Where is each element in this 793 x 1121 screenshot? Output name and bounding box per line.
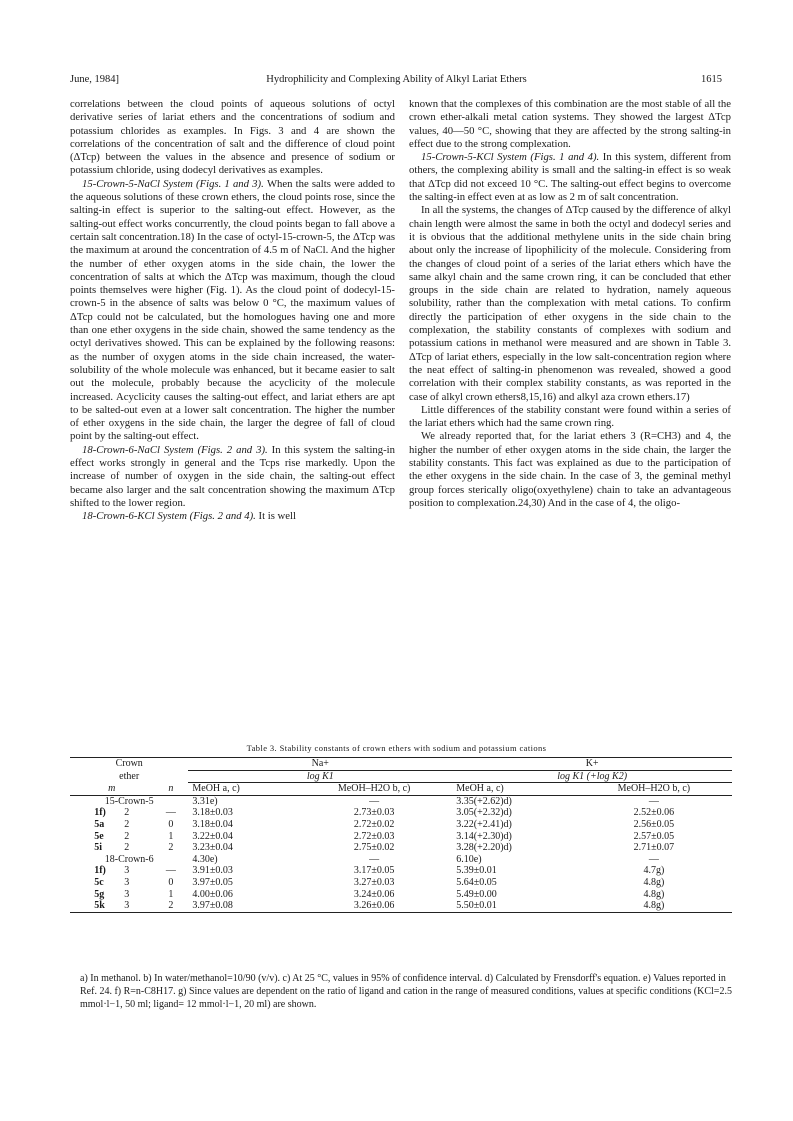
section-heading: 15-Crown-5-NaCl System (Figs. 1 and 3).	[82, 177, 267, 190]
compound-id: 1f)	[94, 865, 106, 877]
meoh-h2o-k-value: 4.8g)	[643, 900, 665, 912]
table-row	[70, 842, 732, 854]
table-row	[70, 831, 732, 843]
paragraph-text: In this system, different from others, the complexing ability is small and the salting-in effect is so weak that ΔTcp did not exceed 10 °C. The salting-out effect begins to overcome the salting-in effect even at as low as 2 m of salt concentration.	[409, 151, 732, 204]
paragraph	[70, 444, 395, 510]
paragraph: known that the complexes of this combination are the most stable of all the crown ether-alkali metal cation systems. They showed the largest ΔTcp values, 40—50 °C, showing that they are affected by the strong salting-in effect due to the strong complexation.	[409, 98, 731, 150]
page-number: 1615	[701, 74, 722, 85]
meoh-h2o-na-value: 2.75±0.02	[353, 842, 395, 854]
m-value: 5a 2	[94, 818, 130, 830]
running-header-title: Hydrophilicity and Complexing Ability of Alkyl Lariat Ethers	[266, 74, 527, 85]
header-k-logk: log K1 (+log K2)	[452, 770, 732, 783]
header-n: n	[168, 782, 174, 794]
paragraph	[70, 510, 395, 523]
meoh-h2o-k-value: 4.8g)	[643, 876, 665, 888]
meoh-h2o-na-value: 3.24±0.06	[353, 888, 395, 900]
paragraph	[409, 151, 731, 204]
table-row	[70, 854, 732, 866]
n-value: 1	[168, 830, 174, 842]
running-header-date: June, 1984]	[70, 74, 119, 85]
m-value: 5c 3	[94, 876, 130, 888]
paragraph-text: In this system the salting-in effect works strongly in general and the Tcps rise markedly. Upon the increase of number of oxygen in the side chain, the salting-out effect became also larger and the salt concentration showing the maximum ΔTcp shifted to the lower region.	[70, 443, 395, 509]
table-row	[70, 819, 732, 831]
section-heading: 18-Crown-6-NaCl System (Figs. 2 and 3).	[82, 443, 272, 456]
compound-id: 5e	[94, 830, 104, 842]
stability-constants-table	[70, 757, 732, 913]
table-row	[70, 807, 732, 819]
table-caption: Table 3. Stability constants of crown ethers with sodium and potassium cations	[246, 743, 547, 753]
table-body	[70, 795, 732, 912]
paragraph: Little differences of the stability constant were found within a series of the lariat ethers which had the same crown ring.	[409, 403, 731, 430]
meoh-h2o-k-value: 2.56±0.05	[633, 818, 675, 830]
paragraph: We already reported that, for the lariat ethers 3 (R=CH3) and 4, the higher the number of ether oxygen atoms in the side chain, the larger the stability constants. This fact was explained as due to the participation of the ether oxygens in the side chain. In the case of 3, the geminal methyl group forces sterically oligo(oxyethylene) chain to take an advantageous position to complexation.24,30) And in the case of 4, the oligo-	[409, 430, 731, 509]
n-value: 1	[168, 888, 174, 900]
meoh-na-value: 4.30e)	[192, 853, 218, 865]
table-row	[70, 889, 732, 901]
meoh-k-value: 3.28(+2.20)d)	[456, 842, 512, 854]
meoh-k-value: 3.35(+2.62)d)	[456, 795, 512, 807]
meoh-k-value: 3.05(+2.32)d)	[456, 807, 512, 819]
meoh-h2o-k-value: 4.7g)	[643, 865, 665, 877]
compound-id: 5i	[94, 842, 102, 854]
meoh-h2o-na-value: —	[369, 853, 380, 865]
meoh-k-value: 5.49±0.00	[456, 888, 497, 900]
m-value: 5k 3	[94, 900, 130, 912]
n-value: —	[165, 807, 176, 819]
header-crown: Crown	[115, 758, 143, 770]
meoh-h2o-na-value: 2.72±0.03	[353, 830, 395, 842]
meoh-k-value: 5.64±0.05	[456, 876, 497, 888]
paragraph-text: It is well	[258, 510, 296, 523]
table-footnotes	[80, 972, 732, 1011]
meoh-h2o-k-value: 2.52±0.06	[633, 807, 675, 819]
n-value: —	[165, 865, 176, 877]
group-label: 18-Crown-6	[104, 853, 154, 865]
header-na: Na+	[188, 758, 452, 771]
compound-id: 5k	[94, 900, 105, 912]
meoh-na-value: 4.00±0.06	[192, 888, 233, 900]
m-value: 5i 2	[94, 842, 130, 854]
n-value: 2	[168, 900, 174, 912]
footnote: a) In methanol. b) In water/methanol=10/90 (v/v). c) At 25 °C, values in 95% of confidence interval. d) Calculated by Frensdorff's equation. e) Values reported in Ref. 24. f) R=n-C8H17. g) Since values are dependent on the ratio of ligand and cation in the range of measured conditions, values at specific conditions (KCl=2.5 mmol·l−1, 50 ml; ligand= 12 mmol·l−1, 20 ml) are shown.	[80, 973, 732, 1010]
meoh-na-value: 3.18±0.04	[192, 818, 233, 830]
meoh-na-value: 3.22±0.04	[192, 830, 233, 842]
meoh-h2o-na-value: 3.26±0.06	[353, 900, 395, 912]
header-ether: ether	[119, 770, 140, 782]
m-value: 1f) 2	[94, 807, 130, 819]
meoh-k-value: 5.50±0.01	[456, 900, 497, 912]
meoh-h2o-na-value: —	[369, 795, 380, 807]
meoh-h2o-na-value: 3.17±0.05	[353, 865, 395, 877]
header-na-logk: log K1	[188, 770, 452, 783]
meoh-h2o-k-value: 2.57±0.05	[633, 830, 675, 842]
header-meoh-k: MeOH a, c)	[456, 783, 504, 795]
meoh-na-value: 3.18±0.03	[192, 807, 233, 819]
paragraph	[70, 178, 395, 444]
meoh-h2o-k-value: 4.8g)	[643, 888, 665, 900]
table-row	[70, 795, 732, 807]
meoh-na-value: 3.23±0.04	[192, 842, 233, 854]
m-value: 5g 3	[94, 888, 130, 900]
table-row	[70, 900, 732, 912]
meoh-na-value: 3.97±0.08	[192, 900, 233, 912]
compound-id: 5g	[94, 888, 105, 900]
meoh-h2o-na-value: 3.27±0.03	[353, 876, 395, 888]
paragraph: correlations between the cloud points of aqueous solutions of octyl derivative series of lariat ethers and the concentrations of sodium and potassium chlorides as examples. In Figs. 3 and 4 are shown the correlations of the concentration of salt and the difference of cloud point (ΔTcp) between the values in the absence and presence of sodium or potassium chloride, using dodecyl derivatives as examples.	[70, 98, 395, 177]
group-label: 15-Crown-5	[104, 795, 154, 807]
header-meoh-na: MeOH a, c)	[192, 783, 240, 795]
meoh-k-value: 6.10e)	[456, 853, 482, 865]
header-k: K+	[452, 758, 732, 771]
meoh-h2o-na-value: 2.73±0.03	[353, 807, 395, 819]
right-column	[409, 98, 731, 510]
meoh-h2o-na-value: 2.72±0.02	[353, 818, 395, 830]
compound-id: 5a	[94, 818, 105, 830]
meoh-k-value: 5.39±0.01	[456, 865, 497, 877]
compound-id: 1f)	[94, 807, 106, 819]
m-value: 1f) 3	[94, 865, 130, 877]
header-meoh-h2o-na: MeOH–H2O b, c)	[337, 783, 411, 795]
section-heading: 15-Crown-5-KCl System (Figs. 1 and 4).	[421, 151, 603, 164]
meoh-na-value: 3.31e)	[192, 795, 218, 807]
paragraph: In all the systems, the changes of ΔTcp caused by the difference of alkyl chain length were almost the same in both the octyl and dodecyl series and it is obvious that the additional methylene units in the side chain bring about only the increase of lipophilicity of the molecule. Considering from the changes of cloud point of a series of the lariat ethers which have the same alkyl chain and the same crown ring, it can be concluded that ether groups in the side chain are related to hydration, namely aqueous solubility, rather than the complexation with metal cations. To confirm directly the participation of ether oxygens in the side chain to the complexation, the stability constants of complexes with sodium and potassium cations in methanol were measured and are shown in Table 3. ΔTcp of lariat ethers, especially in the low salt-concentration region where the neat effect of salting-in phenomenon was revealed, showed a good correlation with their complex stability constants, as was reported in the case of alkyl crown ethers8,15,16) and alkyl aza crown ethers.17)	[409, 204, 731, 403]
n-value: 0	[168, 818, 174, 830]
meoh-k-value: 3.14(+2.30)d)	[456, 830, 512, 842]
section-heading: 18-Crown-6-KCl System (Figs. 2 and 4).	[82, 510, 259, 523]
n-value: 2	[168, 842, 174, 854]
meoh-k-value: 3.22(+2.41)d)	[456, 818, 512, 830]
paragraph-text: When the salts were added to the aqueous solutions of these crown ethers, the cloud points rose, since the salting-in effect is superior to the salting-out effect. However, as the salting-out effect works concurrently, the cloud points began to fall above a certain salt concentration.18) In the case of octyl-15-crown-5, the ΔTcp was the maximum at around the concentration of 4.5 m of NaCl. And the higher the number of ether oxygen atoms in the side chain, the lower the concentration of salts at which the ΔTcp was maximum, though the cloud points themselves were higher (Fig. 1). As the cloud point of dodecyl-15-crown-5 in the absence of salts was below 0 °C, the maximum values of ΔTcp could not be calculated, but the homologues having one and more than one ether oxygens in the side chain, showed the same tendency as the octyl derivatives showed. This can be explained by the following reasons: as the number of oxygen atoms in the side chain increased, the water-solubility of the whole molecule was enhanced, but it became easier to salt out the molecule, probably because the acyclicity of the molecule increased. Acyclicity causes the salting-out effect, and lariat ethers are apt to be salted-out even at a lower salt concentration. The higher the number of ether oxygens in the side chain, the larger the degree of fall of cloud point by the salting-out effect.	[70, 177, 396, 443]
meoh-na-value: 3.91±0.03	[192, 865, 233, 877]
compound-id: 5c	[94, 876, 104, 888]
header-m: m	[108, 782, 116, 794]
meoh-h2o-k-value: —	[648, 853, 659, 865]
left-column	[70, 98, 395, 524]
n-value: 0	[168, 876, 174, 888]
table-row	[70, 865, 732, 877]
meoh-na-value: 3.97±0.05	[192, 876, 233, 888]
meoh-h2o-k-value: 2.71±0.07	[633, 842, 675, 854]
meoh-h2o-k-value: —	[648, 795, 659, 807]
table-row	[70, 877, 732, 889]
header-meoh-h2o-k: MeOH–H2O b, c)	[617, 783, 691, 795]
m-value: 5e 2	[94, 830, 130, 842]
